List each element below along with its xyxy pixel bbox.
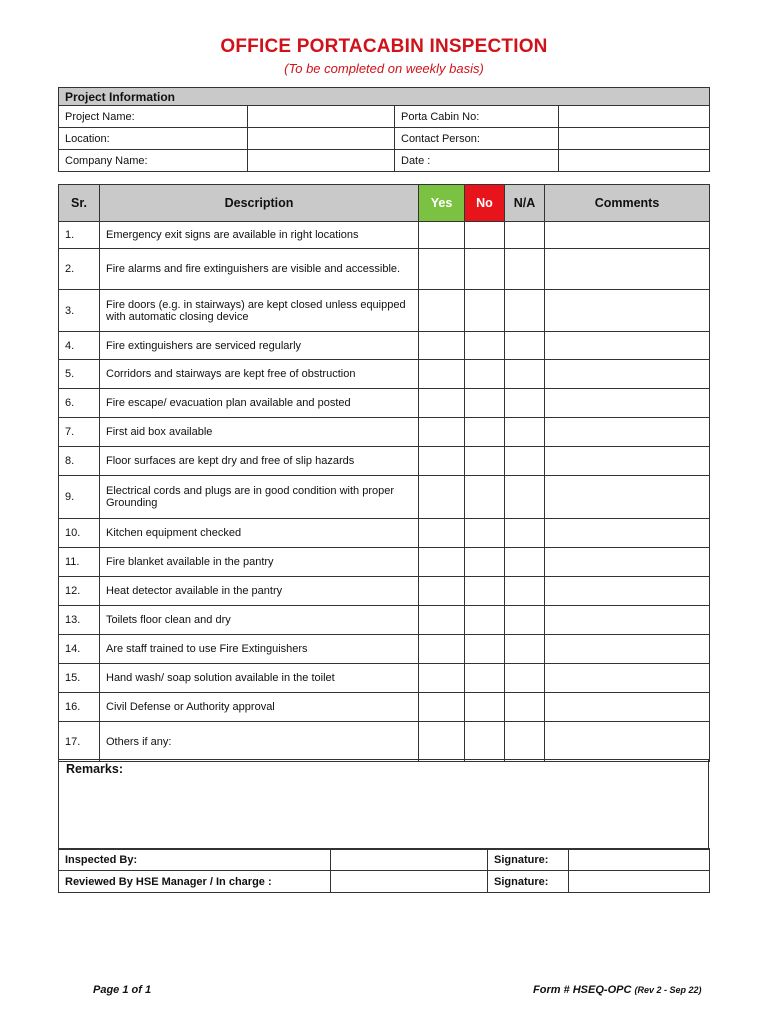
checklist-row-comments-cell[interactable] <box>545 664 710 693</box>
checklist-row-yes-cell[interactable] <box>419 447 465 476</box>
reviewed-by-label: Reviewed By HSE Manager / In charge : <box>59 871 331 893</box>
checklist-row-sr: 6. <box>59 389 100 418</box>
no-header: No <box>465 185 505 222</box>
checklist-row <box>59 664 710 693</box>
checklist-row-no-cell[interactable] <box>465 290 505 332</box>
checklist-row <box>59 290 710 332</box>
checklist-row <box>59 332 710 360</box>
checklist-row-comments-cell[interactable] <box>545 635 710 664</box>
checklist-row-comments-cell[interactable] <box>545 476 710 519</box>
checklist-row-description: Fire extinguishers are serviced regularly <box>100 332 419 360</box>
checklist-row-na-cell[interactable] <box>505 418 545 447</box>
reviewer-signature-label: Signature: <box>488 871 569 893</box>
checklist-row-na-cell[interactable] <box>505 693 545 722</box>
checklist-row-yes-cell[interactable] <box>419 519 465 548</box>
project-information-table <box>58 87 710 172</box>
inspected-by-field[interactable] <box>331 849 488 871</box>
checklist-row-description: Are staff trained to use Fire Extinguishers <box>100 635 419 664</box>
checklist-row-yes-cell[interactable] <box>419 606 465 635</box>
checklist-row-comments-cell[interactable] <box>545 606 710 635</box>
inspector-signature-field[interactable] <box>569 849 710 871</box>
company-name-field[interactable] <box>248 150 395 172</box>
checklist-row <box>59 722 710 762</box>
checklist-row-comments-cell[interactable] <box>545 577 710 606</box>
checklist-row-description: Fire blanket available in the pantry <box>100 548 419 577</box>
form-revision: (Rev 2 - Sep 22) <box>634 985 702 995</box>
checklist-row-description: Fire escape/ evacuation plan available and posted <box>100 389 419 418</box>
checklist-row-yes-cell[interactable] <box>419 418 465 447</box>
checklist-row-yes-cell[interactable] <box>419 290 465 332</box>
checklist-row-no-cell[interactable] <box>465 693 505 722</box>
na-header: N/A <box>505 185 545 222</box>
contact-person-label: Contact Person: <box>395 128 559 150</box>
checklist-row-no-cell[interactable] <box>465 389 505 418</box>
checklist-row-description: Hand wash/ soap solution available in the toilet <box>100 664 419 693</box>
location-label: Location: <box>59 128 248 150</box>
checklist-row-na-cell[interactable] <box>505 222 545 249</box>
checklist-row <box>59 548 710 577</box>
checklist-row-description: Floor surfaces are kept dry and free of slip hazards <box>100 447 419 476</box>
porta-cabin-no-field[interactable] <box>559 106 710 128</box>
checklist-row-sr: 16. <box>59 693 100 722</box>
checklist-row-na-cell[interactable] <box>505 249 545 290</box>
checklist-row-description: First aid box available <box>100 418 419 447</box>
checklist-row-no-cell[interactable] <box>465 476 505 519</box>
project-name-label: Project Name: <box>59 106 248 128</box>
checklist-row-no-cell[interactable] <box>465 360 505 389</box>
checklist-row-sr: 13. <box>59 606 100 635</box>
checklist-row-yes-cell[interactable] <box>419 332 465 360</box>
checklist-row-yes-cell[interactable] <box>419 693 465 722</box>
checklist-row-yes-cell[interactable] <box>419 722 465 762</box>
checklist-row <box>59 389 710 418</box>
checklist-row-description: Fire alarms and fire extinguishers are visible and accessible. <box>100 249 419 290</box>
form-subtitle: (To be completed on weekly basis) <box>284 61 484 76</box>
checklist-row-comments-cell[interactable] <box>545 548 710 577</box>
checklist-row-na-cell[interactable] <box>505 389 545 418</box>
remarks-box[interactable] <box>58 759 709 850</box>
checklist-row-yes-cell[interactable] <box>419 548 465 577</box>
form-number <box>533 984 702 996</box>
inspector-signature-label: Signature: <box>488 849 569 871</box>
checklist-row-sr: 9. <box>59 476 100 519</box>
checklist-row-comments-cell[interactable] <box>545 332 710 360</box>
checklist-row-sr: 5. <box>59 360 100 389</box>
checklist-row <box>59 360 710 389</box>
checklist-row-description: Emergency exit signs are available in right locations <box>100 222 419 249</box>
checklist-row-comments-cell[interactable] <box>545 447 710 476</box>
checklist-row-comments-cell[interactable] <box>545 249 710 290</box>
sr-header: Sr. <box>59 185 100 222</box>
checklist-row-sr: 15. <box>59 664 100 693</box>
checklist-row <box>59 222 710 249</box>
checklist-row <box>59 249 710 290</box>
checklist-row-no-cell[interactable] <box>465 606 505 635</box>
checklist-row-comments-cell[interactable] <box>545 519 710 548</box>
checklist-row-description: Corridors and stairways are kept free of obstruction <box>100 360 419 389</box>
checklist-row <box>59 447 710 476</box>
page-number: Page 1 of 1 <box>93 984 152 996</box>
comments-header: Comments <box>545 185 710 222</box>
checklist-row-comments-cell[interactable] <box>545 360 710 389</box>
checklist-row <box>59 476 710 519</box>
checklist-row <box>59 577 710 606</box>
checklist-row-yes-cell[interactable] <box>419 249 465 290</box>
yes-header: Yes <box>419 185 465 222</box>
checklist-row-na-cell[interactable] <box>505 722 545 762</box>
project-name-field[interactable] <box>248 106 395 128</box>
checklist-row-yes-cell[interactable] <box>419 389 465 418</box>
checklist-row-no-cell[interactable] <box>465 418 505 447</box>
checklist-row-na-cell[interactable] <box>505 290 545 332</box>
checklist-row-no-cell[interactable] <box>465 332 505 360</box>
date-label: Date : <box>395 150 559 172</box>
inspection-checklist-table <box>58 184 710 762</box>
checklist-row-comments-cell[interactable] <box>545 290 710 332</box>
signoff-table <box>58 848 710 893</box>
checklist-row-na-cell[interactable] <box>505 664 545 693</box>
checklist-row-na-cell[interactable] <box>505 519 545 548</box>
checklist-row-no-cell[interactable] <box>465 548 505 577</box>
checklist-row-sr: 11. <box>59 548 100 577</box>
checklist-row-sr: 4. <box>59 332 100 360</box>
checklist-row <box>59 693 710 722</box>
checklist-row-comments-cell[interactable] <box>545 722 710 762</box>
checklist-row-description: Kitchen equipment checked <box>100 519 419 548</box>
checklist-row-sr: 7. <box>59 418 100 447</box>
checklist-row-no-cell[interactable] <box>465 447 505 476</box>
reviewer-signature-field[interactable] <box>569 871 710 893</box>
checklist-row-no-cell[interactable] <box>465 664 505 693</box>
checklist-row-na-cell[interactable] <box>505 577 545 606</box>
checklist-row-no-cell[interactable] <box>465 519 505 548</box>
porta-cabin-no-label: Porta Cabin No: <box>395 106 559 128</box>
checklist-row-yes-cell[interactable] <box>419 222 465 249</box>
checklist-row-description: Toilets floor clean and dry <box>100 606 419 635</box>
checklist-row-yes-cell[interactable] <box>419 664 465 693</box>
checklist-row-na-cell[interactable] <box>505 635 545 664</box>
description-header: Description <box>100 185 419 222</box>
location-field[interactable] <box>248 128 395 150</box>
checklist-row-sr: 12. <box>59 577 100 606</box>
remarks-label: Remarks: <box>66 762 123 776</box>
checklist-row-sr: 8. <box>59 447 100 476</box>
checklist-row-comments-cell[interactable] <box>545 222 710 249</box>
checklist-row-yes-cell[interactable] <box>419 577 465 606</box>
checklist-row <box>59 418 710 447</box>
checklist-row-sr: 1. <box>59 222 100 249</box>
checklist-row <box>59 519 710 548</box>
checklist-row-description: Electrical cords and plugs are in good condition with proper Grounding <box>100 476 419 519</box>
checklist-row-yes-cell[interactable] <box>419 635 465 664</box>
checklist-row-sr: 10. <box>59 519 100 548</box>
checklist-row-sr: 2. <box>59 249 100 290</box>
checklist-row-na-cell[interactable] <box>505 548 545 577</box>
form-code: Form # HSEQ-OPC <box>533 984 632 996</box>
checklist-row-description: Heat detector available in the pantry <box>100 577 419 606</box>
company-name-label: Company Name: <box>59 150 248 172</box>
checklist-row-na-cell[interactable] <box>505 476 545 519</box>
checklist-row-na-cell[interactable] <box>505 606 545 635</box>
date-field[interactable] <box>559 150 710 172</box>
checklist-row-comments-cell[interactable] <box>545 418 710 447</box>
checklist-row-na-cell[interactable] <box>505 360 545 389</box>
checklist-row-no-cell[interactable] <box>465 249 505 290</box>
form-title: OFFICE PORTACABIN INSPECTION <box>220 36 548 57</box>
reviewed-by-field[interactable] <box>331 871 488 893</box>
checklist-row-no-cell[interactable] <box>465 635 505 664</box>
checklist-row-na-cell[interactable] <box>505 332 545 360</box>
checklist-row-no-cell[interactable] <box>465 722 505 762</box>
checklist-row-yes-cell[interactable] <box>419 476 465 519</box>
checklist-row-comments-cell[interactable] <box>545 693 710 722</box>
checklist-row-no-cell[interactable] <box>465 577 505 606</box>
checklist-row-description: Fire doors (e.g. in stairways) are kept closed unless equipped with automatic closing device <box>100 290 419 332</box>
contact-person-field[interactable] <box>559 128 710 150</box>
project-information-header: Project Information <box>59 88 710 106</box>
checklist-row-comments-cell[interactable] <box>545 389 710 418</box>
inspected-by-label: Inspected By: <box>59 849 331 871</box>
checklist-row-sr: 17. <box>59 722 100 762</box>
checklist-row-sr: 3. <box>59 290 100 332</box>
checklist-row-description: Civil Defense or Authority approval <box>100 693 419 722</box>
checklist-row <box>59 635 710 664</box>
checklist-row-yes-cell[interactable] <box>419 360 465 389</box>
checklist-row-no-cell[interactable] <box>465 222 505 249</box>
checklist-row <box>59 606 710 635</box>
checklist-row-sr: 14. <box>59 635 100 664</box>
checklist-row-description: Others if any: <box>100 722 419 762</box>
checklist-row-na-cell[interactable] <box>505 447 545 476</box>
